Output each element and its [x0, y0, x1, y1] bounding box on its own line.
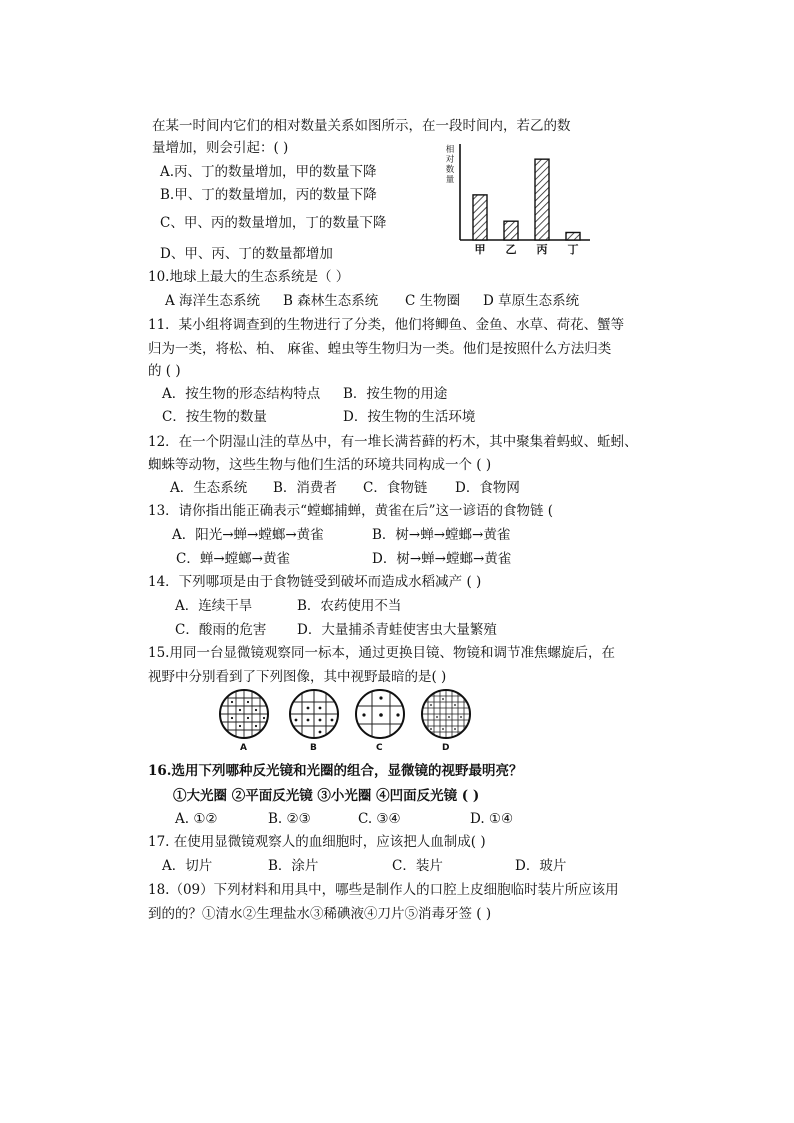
q16-option-c: C. ③④ — [358, 811, 401, 827]
q9-ylabel-char: 量 — [445, 175, 455, 185]
q14-option-a: A．连续干旱 — [175, 598, 253, 614]
field-view-c — [354, 688, 408, 742]
q12-option-a: A．生态系统 — [170, 480, 248, 496]
q9-tick-label-3: 丁 — [567, 243, 579, 256]
q9-tick-label-2: 丙 — [536, 243, 548, 256]
q17-option-c: C．装片 — [392, 858, 443, 874]
q13-option-d: D．树→蝉→螳螂→黄雀 — [372, 551, 512, 567]
q9-tick-label-1: 乙 — [505, 243, 517, 256]
field-label-d: D — [442, 743, 450, 753]
q16-choices: ①大光圈 ②平面反光镜 ③小光圈 ④凹面反光镜 ( ) — [173, 788, 480, 804]
q15-line1: 15.用同一台显微镜观察同一标本，通过更换目镜、物镜和调节准焦螺旋后，在 — [148, 645, 615, 661]
field-label-c: C — [376, 743, 383, 753]
q9-option-b: B.甲、丁的数量增加，丙的数量下降 — [160, 187, 377, 203]
q11-option-b: B．按生物的用途 — [343, 386, 448, 402]
q11-option-a: A．按生物的形态结构特点 — [162, 386, 321, 402]
q9-bar-chart — [440, 140, 600, 264]
field-label-b: B — [310, 743, 317, 753]
q12-line1: 12．在一个阴湿山洼的草丛中，有一堆长满苔藓的朽木，其中聚集着蚂蚁、蚯蚓、 — [148, 434, 638, 450]
q9-ylabel-char: 对 — [445, 155, 455, 165]
q17-option-b: B．涂片 — [268, 858, 319, 874]
q17-option-a: A．切片 — [162, 858, 213, 874]
q16-option-d: D. ①④ — [470, 811, 514, 827]
q13-stem: 13．请你指出能正确表示“螳螂捕蝉，黄雀在后”这一谚语的食物链 ( — [148, 503, 554, 519]
field-view-d — [420, 688, 474, 742]
q16-stem: 16.选用下列哪种反光镜和光圈的组合，显微镜的视野最明亮？ — [148, 763, 523, 779]
q9-option-d: D、甲、丙、丁的数量都增加 — [160, 246, 333, 262]
q14-option-d: D．大量捕杀青蛙使害虫大量繁殖 — [297, 622, 497, 638]
q9-bar-2 — [535, 159, 549, 240]
q9-y-axis-label — [446, 144, 455, 185]
q15-line2: 视野中分别看到了下列图像，其中视野最暗的是( ) — [148, 669, 447, 685]
q15-microscope-views — [218, 688, 488, 754]
q10-option-b: B 森林生态系统 — [283, 293, 379, 309]
field-label-a: A — [240, 743, 247, 753]
q16-option-a: A. ①② — [175, 811, 218, 827]
field-view-a — [218, 688, 272, 742]
q14-option-c: C．酸雨的危害 — [175, 622, 267, 638]
q13-option-a: A．阳光→蝉→螳螂→黄雀 — [172, 527, 324, 543]
q12-option-d: D．食物网 — [455, 480, 520, 496]
q9-option-a: A.丙、丁的数量增加，甲的数量下降 — [160, 164, 377, 180]
q12-line2: 蜘蛛等动物，这些生物与他们生活的环境共同构成一个 ( ) — [148, 457, 492, 473]
field-view-b — [288, 688, 342, 742]
q12-option-b: B．消费者 — [273, 480, 337, 496]
q13-option-b: B．树→蝉→螳螂→黄雀 — [372, 527, 511, 543]
q9-bar-1 — [504, 221, 518, 240]
q9-option-c: C、甲、丙的数量增加，丁的数量下降 — [160, 215, 387, 231]
q10-option-c: C 生物圈 — [405, 293, 461, 309]
q16-option-b: B. ②③ — [268, 811, 311, 827]
q9-stem-line1: 在某一时间内它们的相对数量关系如图所示，在一段时间内，若乙的数 — [152, 118, 571, 134]
q11-line1: 11．某小组将调查到的生物进行了分类，他们将鲫鱼、金鱼、水草、荷花、蟹等 — [148, 317, 625, 333]
q11-line2: 归为一类，将松、柏、 麻雀、蝗虫等生物归为一类。他们是按照什么方法归类 — [148, 341, 612, 357]
q18-line1: 18.（09）下列材料和用具中，哪些是制作人的口腔上皮细胞临时装片所应该用 — [148, 882, 619, 898]
q11-option-d: D．按生物的生活环境 — [343, 409, 476, 425]
q9-tick-label-0: 甲 — [474, 243, 486, 256]
q9-bar-3 — [566, 232, 580, 240]
q9-ylabel-char: 相 — [445, 145, 455, 155]
q14-stem: 14．下列哪项是由于食物链受到破坏而造成水稻减产 ( ) — [148, 574, 482, 590]
q14-option-b: B．农药使用不当 — [297, 598, 402, 614]
q17-stem: 17. 在使用显微镜观察人的血细胞时，应该把人血制成( ) — [148, 834, 486, 850]
q9-ylabel-char: 数 — [445, 165, 455, 175]
q11-line3: 的 ( ) — [148, 363, 181, 379]
q10-stem: 10.地球上最大的生态系统是（ ） — [148, 269, 350, 285]
q9-bar-0 — [473, 195, 487, 240]
q12-option-c: C．食物链 — [363, 480, 428, 496]
q11-option-c: C．按生物的数量 — [162, 409, 267, 425]
q18-line2: 到的的？①清水②生理盐水③稀碘液④刀片⑤消毒牙签 ( ) — [148, 906, 492, 922]
q10-option-d: D 草原生态系统 — [483, 293, 580, 309]
q17-option-d: D．玻片 — [515, 858, 567, 874]
q13-option-c: C．蝉→螳螂→黄雀 — [176, 551, 290, 567]
q10-option-a: A 海洋生态系统 — [165, 293, 261, 309]
q9-stem-line2: 量增加，则会引起：( ) — [152, 140, 289, 156]
